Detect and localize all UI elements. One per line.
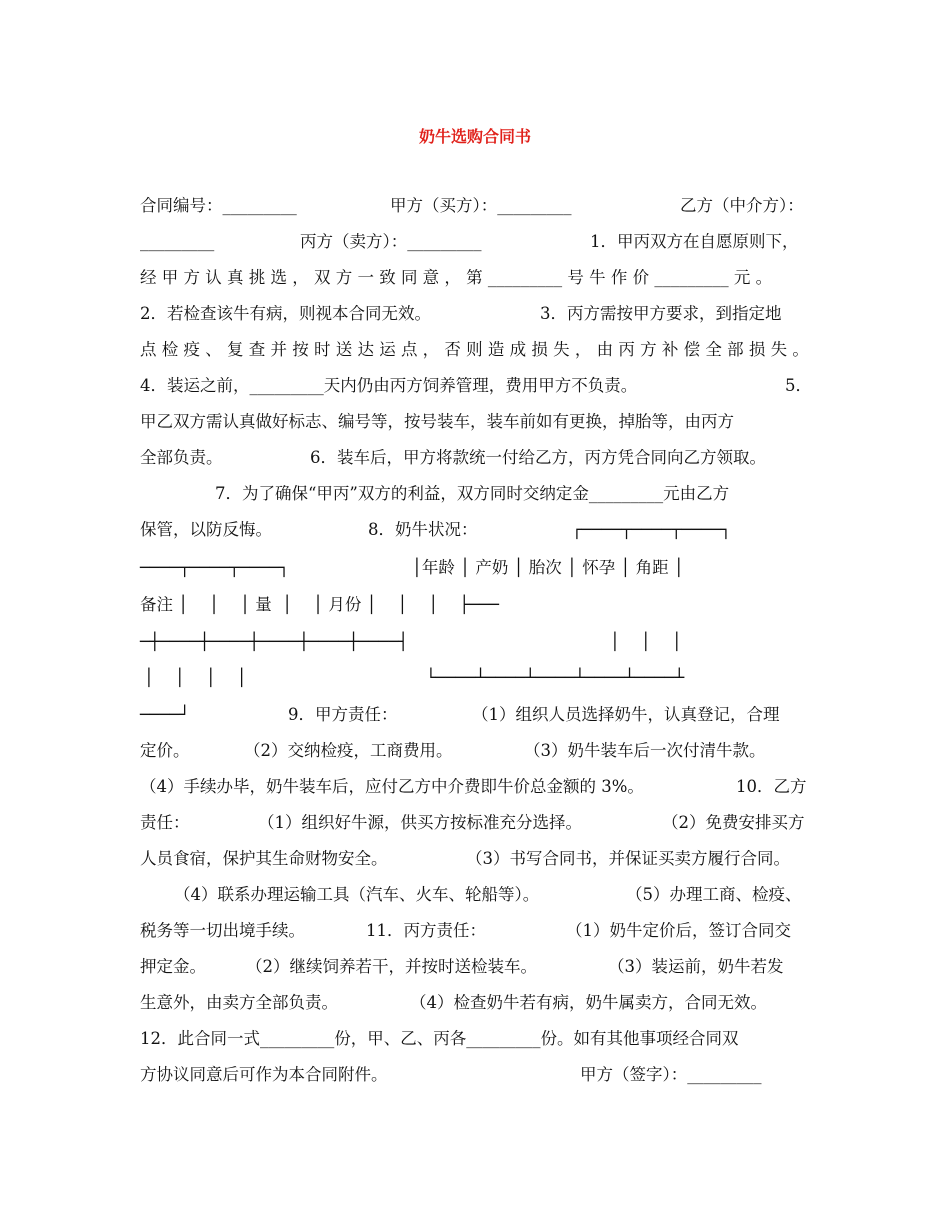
- text-segment: （2）免费安排买方: [662, 813, 805, 832]
- text-segment: （3）书写合同书，并保证买卖方履行合同。: [466, 849, 790, 868]
- body-line: [140, 479, 812, 509]
- text-segment: 12．此合同一式_________份，甲、乙、丙各_________份。如有其他事项经合同双: [140, 1029, 739, 1048]
- body-line: [140, 443, 812, 473]
- text-segment: （4）检查奶牛若有病，奶牛属卖方，合同无效。: [410, 993, 767, 1012]
- body-line: [140, 627, 812, 657]
- body-line: [140, 553, 812, 583]
- body-line: [140, 335, 812, 365]
- text-segment: （4）联系办理运输工具（汽车、火车、轮船等）。: [174, 885, 540, 904]
- table-border: ────┘: [140, 705, 190, 724]
- text-segment: 保管，以防反悔。: [140, 520, 272, 539]
- text-segment: 8．奶牛状况：: [368, 520, 478, 539]
- text-segment: （4）手续办毕，奶牛装车后，应付乙方中介费即牛价总金额的 3%。: [140, 777, 644, 796]
- body-line: [140, 371, 812, 401]
- text-segment: （2）继续饲养若干，并按时送检装车。: [246, 957, 537, 976]
- table-border: │ │ │ │: [144, 668, 247, 687]
- text-segment: 丙方（卖方）：_________: [300, 232, 482, 251]
- text-segment: 全部负责。: [140, 448, 223, 467]
- table-border: │ │ │: [610, 632, 682, 651]
- body-line: [140, 227, 812, 257]
- table-border: └────┴────┴────┴────┴────┴: [426, 668, 685, 687]
- body-line: [140, 407, 812, 437]
- body-line: [140, 916, 812, 946]
- text-segment: 经 甲 方 认 真 挑 选 ， 双 方 一 致 同 意 ， 第 _________ 号 牛 作 价 _________ 元 。: [140, 268, 773, 287]
- signature-field: 甲方（签字）：_________: [580, 1065, 762, 1084]
- body-line: [140, 299, 812, 329]
- text-segment: 方协议同意后可作为本合同附件。: [140, 1065, 388, 1084]
- table-row: 备注 │ │ │ 量 │ │ 月份 │ │ │ ├───: [140, 595, 500, 614]
- text-segment: （5）办理工商、检疫、: [626, 885, 802, 904]
- body-line: [140, 515, 812, 545]
- text-segment: 乙方（中介方）：: [680, 196, 804, 215]
- text-segment: 5．: [785, 376, 812, 395]
- text-segment: 6．装车后，甲方将款统一付给乙方，丙方凭合同向乙方领取。: [310, 448, 766, 467]
- body-line: [140, 590, 812, 620]
- text-segment: 3．丙方需按甲方要求，到指定地: [540, 304, 782, 323]
- body-line: [140, 1060, 812, 1090]
- body-line: [140, 952, 812, 982]
- text-segment: 1．甲丙双方在自愿原则下，: [590, 232, 799, 251]
- text-segment: 税务等一切出境手续。: [140, 921, 305, 940]
- table-header-cells: │年龄 │ 产奶 │ 胎次 │ 怀孕 │ 角距 │: [412, 558, 684, 577]
- body-line: [140, 880, 812, 910]
- table-border: ────┬────┬────┐: [140, 558, 290, 577]
- text-segment: 4．装运之前，_________天内仍由丙方饲养管理，费用甲方不负责。: [140, 376, 638, 395]
- text-segment: （3）奶牛装车后一次付清牛款。: [524, 741, 766, 760]
- body-line: [140, 700, 812, 730]
- table-border: ─┼────┼────┼────┼────┼────┤: [140, 632, 409, 651]
- text-segment: 责任：: [140, 813, 190, 832]
- text-segment: 点 检 疫 、 复 查 并 按 时 送 达 运 点 ， 否 则 造 成 损 失 ， 由 丙 方 补 偿 全 部 损 失 。: [140, 340, 809, 359]
- text-segment: （3）装运前，奶牛若发: [608, 957, 784, 976]
- text-segment: 合同编号：_________: [140, 196, 297, 215]
- text-segment: （1）组织人员选择奶牛，认真登记，合理: [472, 705, 780, 724]
- body-line: [140, 1024, 812, 1054]
- body-line: [140, 736, 812, 766]
- text-segment: 9．甲方责任：: [288, 705, 398, 724]
- text-segment: 甲乙双方需认真做好标志、编号等，按号装车，装车前如有更换，掉胎等，由丙方: [140, 412, 734, 431]
- body-line: [140, 844, 812, 874]
- text-segment: 押定金。: [140, 957, 206, 976]
- text-segment: 甲方（买方）：_________: [390, 196, 572, 215]
- body-line: [140, 808, 812, 838]
- text-segment: 人员食宿，保护其生命财物安全。: [140, 849, 388, 868]
- text-segment: 生意外，由卖方全部负责。: [140, 993, 338, 1012]
- text-segment: （2）交纳检疫，工商费用。: [244, 741, 453, 760]
- table-border: ┌────┬────┬────┐: [572, 520, 731, 539]
- body-line: [140, 988, 812, 1018]
- document-title: 奶牛选购合同书: [418, 127, 531, 146]
- text-segment: 2．若检查该牛有病，则视本合同无效。: [140, 304, 431, 323]
- text-segment: 7．为了确保“甲丙”双方的利益，双方同时交纳定金_________元由乙方: [215, 484, 730, 503]
- text-segment: 11．丙方责任：: [366, 921, 486, 940]
- text-segment: _________: [140, 232, 215, 251]
- body-line: [140, 263, 812, 293]
- text-segment: （1）组织好牛源，供买方按标准充分选择。: [258, 813, 582, 832]
- body-line: [140, 191, 812, 221]
- text-segment: 定价。: [140, 741, 190, 760]
- body-line: [140, 772, 812, 802]
- body-line: [140, 663, 812, 693]
- text-segment: （1）奶牛定价后，签订合同交: [566, 921, 791, 940]
- text-segment: 10．乙方: [736, 777, 807, 796]
